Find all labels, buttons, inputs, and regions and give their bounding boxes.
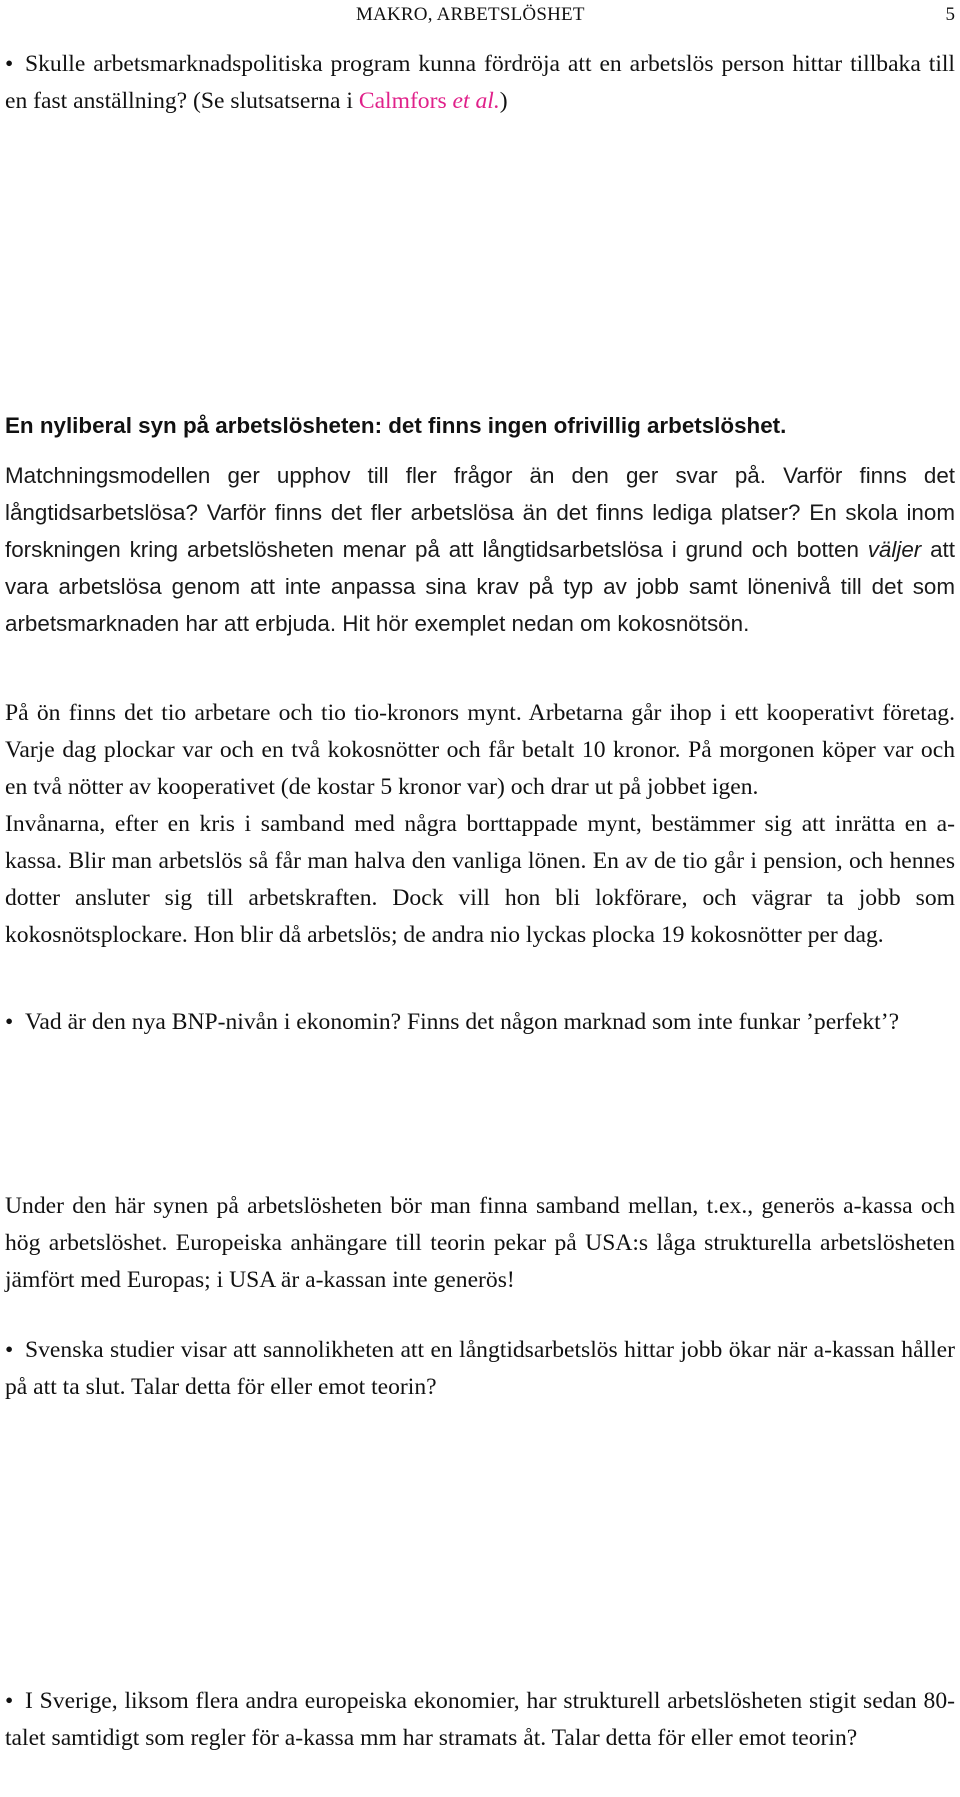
- running-title: MAKRO, ARBETSLÖSHET: [356, 4, 585, 25]
- paragraph-matching-model: Matchningsmodellen ger upphov till fler frågor än den ger svar på. Varför finns det långtidsarbetslösa? Varför finns det fler arbetslösa än det finns lediga platser? En skola inom forskningen kring arbetslösheten menar på att långtidsarbetslösa i grund och botten väljer att vara arbetslösa genom att inte anpassa sina krav på typ av jobb samt lönenivå till det som arbetsmarknaden har att erbjuda. Hit hör exemplet nedan om kokosnötsön.: [5, 463, 955, 636]
- bullet-text: Skulle arbetsmarknadspolitiska program kunna fördröja att en arbetslös person hittar tillbaka till en fast anställning? (Se slutsatserna i: [5, 51, 955, 114]
- paragraph-crisis: Invånarna, efter en kris i samband med några borttappade mynt, bestämmer sig att inrätta en a-kassa. Blir man arbetslös så får man halva den vanliga lönen. En av de tio går i pension, och hennes dotter ansluter sig till arbetskraften. Dock vill hon bli lokförare, och vägrar ta jobb som kokosnötsplockare. Hon blir då arbetslös; de andra nio lyckas plocka 19 kokosnötter per dag.: [5, 811, 955, 948]
- paragraph-island: På ön finns det tio arbetare och tio tio-kronors mynt. Arbetarna går ihop i ett kooperativt företag. Varje dag plockar var och en två kokosnötter och får betalt 10 kronor. På morgonen köper var och en två nötter av kooperativet (de kostar 5 kronor var) och drar ut på jobbet igen.: [5, 700, 955, 800]
- section-heading: En nyliberal syn på arbetslösheten: det finns ingen ofrivillig arbetslöshet.: [5, 413, 787, 438]
- bullet-question-sweden: [5, 1683, 955, 1757]
- bullet-question-gdp: [5, 1004, 955, 1041]
- bullet-icon: •: [5, 51, 14, 77]
- emphasis-word: väljer: [867, 537, 922, 562]
- page-number: 5: [945, 4, 955, 25]
- bullet-text: Vad är den nya BNP-nivån i ekonomin? Finns det någon marknad som inte funkar ’perfekt’?: [25, 1009, 900, 1035]
- citation-link[interactable]: Calmfors et al.: [358, 88, 500, 114]
- bullet-icon: •: [5, 1688, 14, 1714]
- bullet-text: I Sverige, liksom flera andra europeiska ekonomier, har strukturell arbetslösheten stigit sedan 80-talet samtidigt som regler för a-kassa mm har stramats åt. Talar detta för eller emot teorin?: [5, 1688, 955, 1751]
- bullet-icon: •: [5, 1337, 14, 1363]
- bullet-question-programs: • Skulle arbetsmarknadspolitiska program kunna fördröja att en arbetslös person hittar tillbaka till en fast anställning? (Se slutsatserna i Calmfors et al.): [5, 46, 955, 120]
- bullet-text: Svenska studier visar att sannolikheten att en långtidsarbetslös hittar jobb ökar när a-kassan håller på att ta slut. Talar detta för eller emot teorin?: [5, 1337, 955, 1400]
- running-header: [0, 4, 960, 28]
- bullet-question-swedish-studies: [5, 1332, 955, 1406]
- paragraph-view: Under den här synen på arbetslösheten bör man finna samband mellan, t.ex., generös a-kassa och hög arbetslöshet. Europeiska anhängare till teorin pekar på USA:s låga strukturella arbetslösheten jämfört med Europas; i USA är a-kassan inte generös!: [5, 1193, 955, 1293]
- bullet-icon: •: [5, 1009, 14, 1035]
